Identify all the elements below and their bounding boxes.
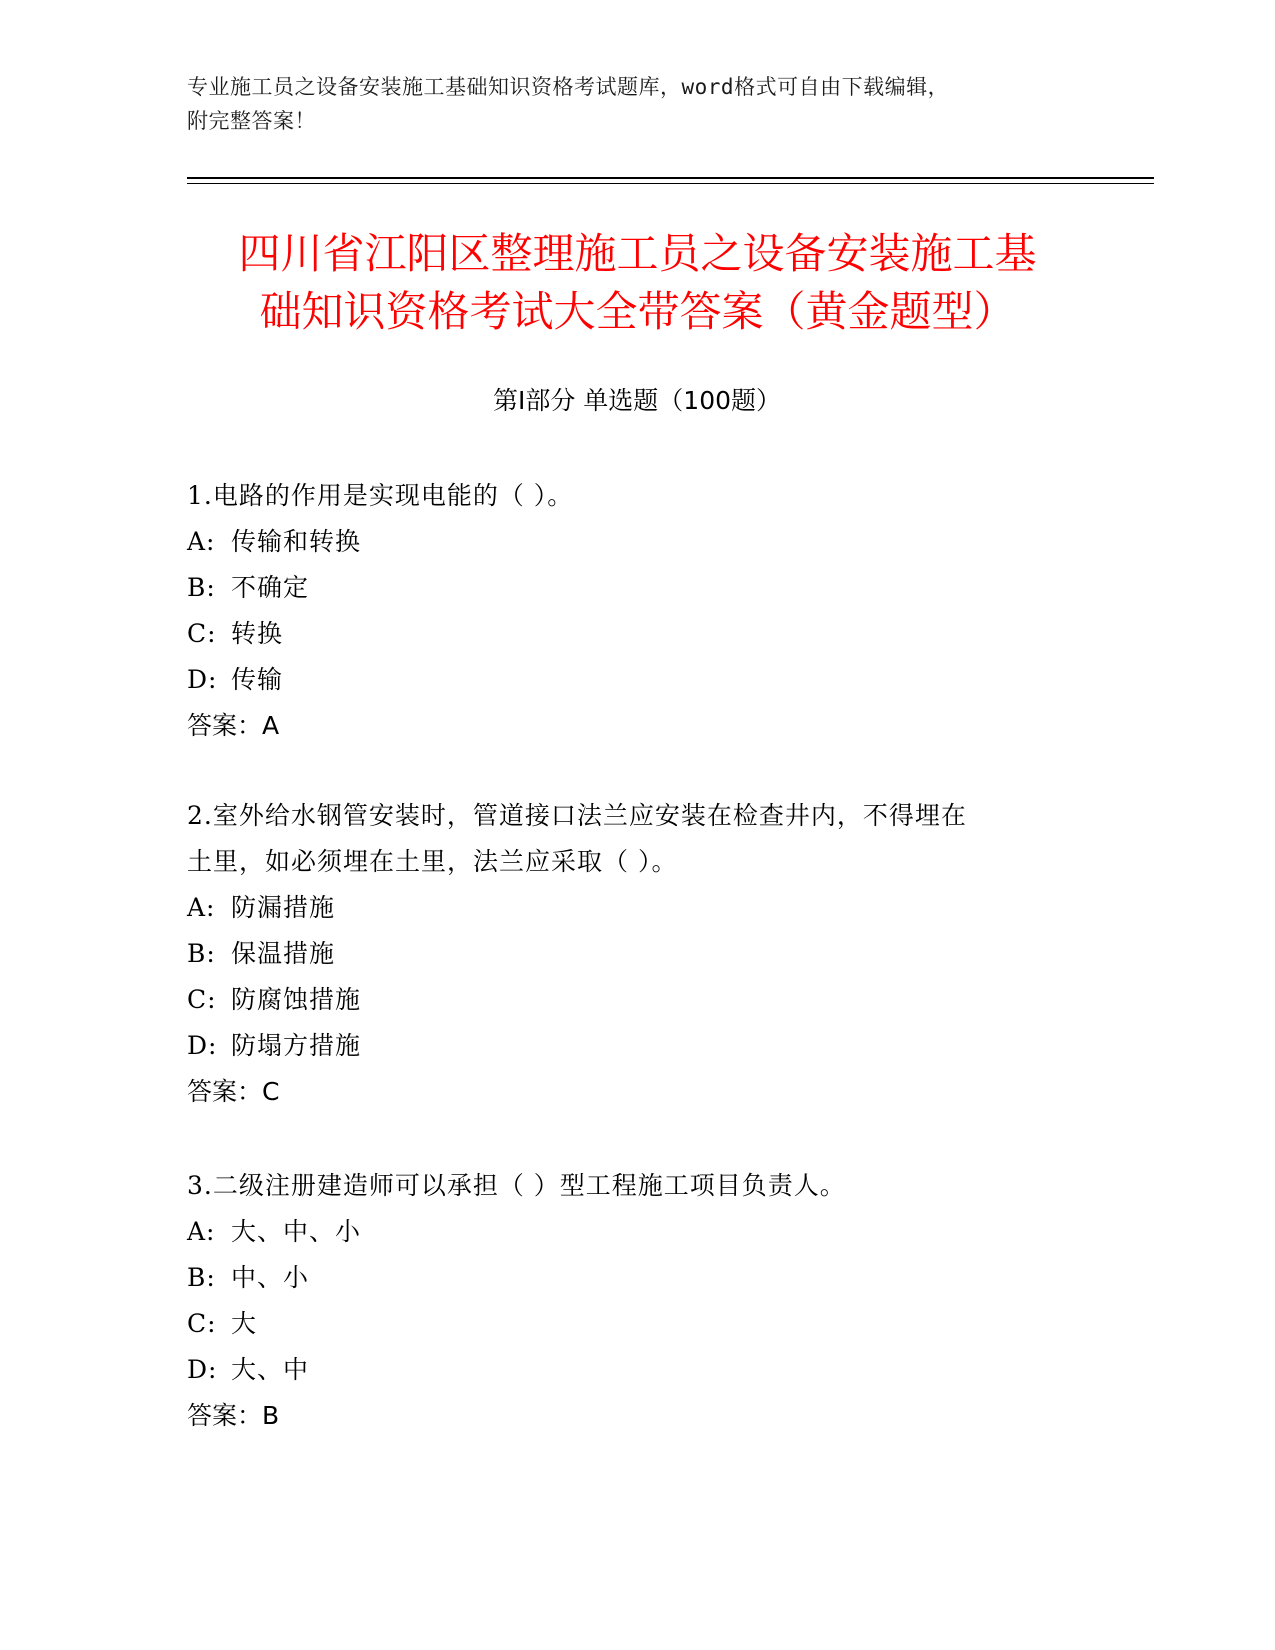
- option-text: 防漏措施: [231, 893, 336, 922]
- option-text: 防腐蚀措施: [231, 985, 362, 1014]
- option-key: A:: [187, 527, 216, 556]
- header-divider-thin: [187, 183, 1154, 184]
- option-b: [187, 1255, 1067, 1301]
- option-text: 不确定: [231, 573, 310, 602]
- question-stem-line-2: 土里，如必须埋在土里，法兰应采取（ ）。: [187, 847, 678, 876]
- question-stem-line-1: 2.室外给水钢管安装时，管道接口法兰应安装在检查井内，不得埋在: [187, 801, 967, 830]
- question-1: [187, 473, 1067, 749]
- option-key: B:: [187, 573, 216, 602]
- option-a: [187, 885, 1067, 931]
- option-key: A:: [187, 1217, 216, 1246]
- option-key: D:: [187, 1031, 218, 1060]
- option-text: 传输: [231, 665, 284, 694]
- option-d: [187, 1023, 1067, 1069]
- question-2: [187, 793, 1067, 1115]
- question-3: [187, 1163, 1067, 1439]
- option-d: [187, 657, 1067, 703]
- option-b: [187, 931, 1067, 977]
- answer-line: 答案：A: [187, 711, 280, 740]
- header-note-line-2: 附完整答案！: [187, 109, 316, 133]
- option-key: B:: [187, 939, 216, 968]
- option-key: C:: [187, 619, 217, 648]
- option-c: [187, 977, 1067, 1023]
- option-c: [187, 611, 1067, 657]
- option-text: 大、中: [231, 1355, 310, 1384]
- header-note-line-1: 专业施工员之设备安装施工基础知识资格考试题库，word格式可自由下载编辑，: [187, 75, 950, 99]
- option-c: [187, 1301, 1067, 1347]
- answer-line: 答案：C: [187, 1077, 280, 1106]
- option-b: [187, 565, 1067, 611]
- option-a: [187, 519, 1067, 565]
- option-text: 大: [231, 1309, 258, 1338]
- document-title: [150, 225, 1125, 341]
- option-text: 保温措施: [231, 939, 336, 968]
- document-title-line-2: 础知识资格考试大全带答案（黄金题型）: [259, 287, 1016, 336]
- option-key: B:: [187, 1263, 216, 1292]
- option-d: [187, 1347, 1067, 1393]
- option-text: 转换: [231, 619, 284, 648]
- option-text: 大、中、小: [231, 1217, 362, 1246]
- option-key: C:: [187, 985, 217, 1014]
- option-text: 防塌方措施: [231, 1031, 362, 1060]
- option-text: 传输和转换: [231, 527, 362, 556]
- option-key: D:: [187, 665, 218, 694]
- option-a: [187, 1209, 1067, 1255]
- answer-line: 答案：B: [187, 1401, 280, 1430]
- option-key: D:: [187, 1355, 218, 1384]
- option-key: C:: [187, 1309, 217, 1338]
- header-note: [187, 70, 1067, 138]
- document-title-line-1: 四川省江阳区整理施工员之设备安装施工基: [238, 229, 1037, 278]
- section-title: 第Ⅰ部分 单选题（100题）: [492, 386, 782, 415]
- option-key: A:: [187, 893, 216, 922]
- question-stem: 1.电路的作用是实现电能的（ ）。: [187, 481, 574, 510]
- header-divider-thick: [187, 177, 1154, 179]
- question-stem: 3.二级注册建造师可以承担（ ）型工程施工项目负责人。: [187, 1171, 846, 1200]
- option-text: 中、小: [231, 1263, 310, 1292]
